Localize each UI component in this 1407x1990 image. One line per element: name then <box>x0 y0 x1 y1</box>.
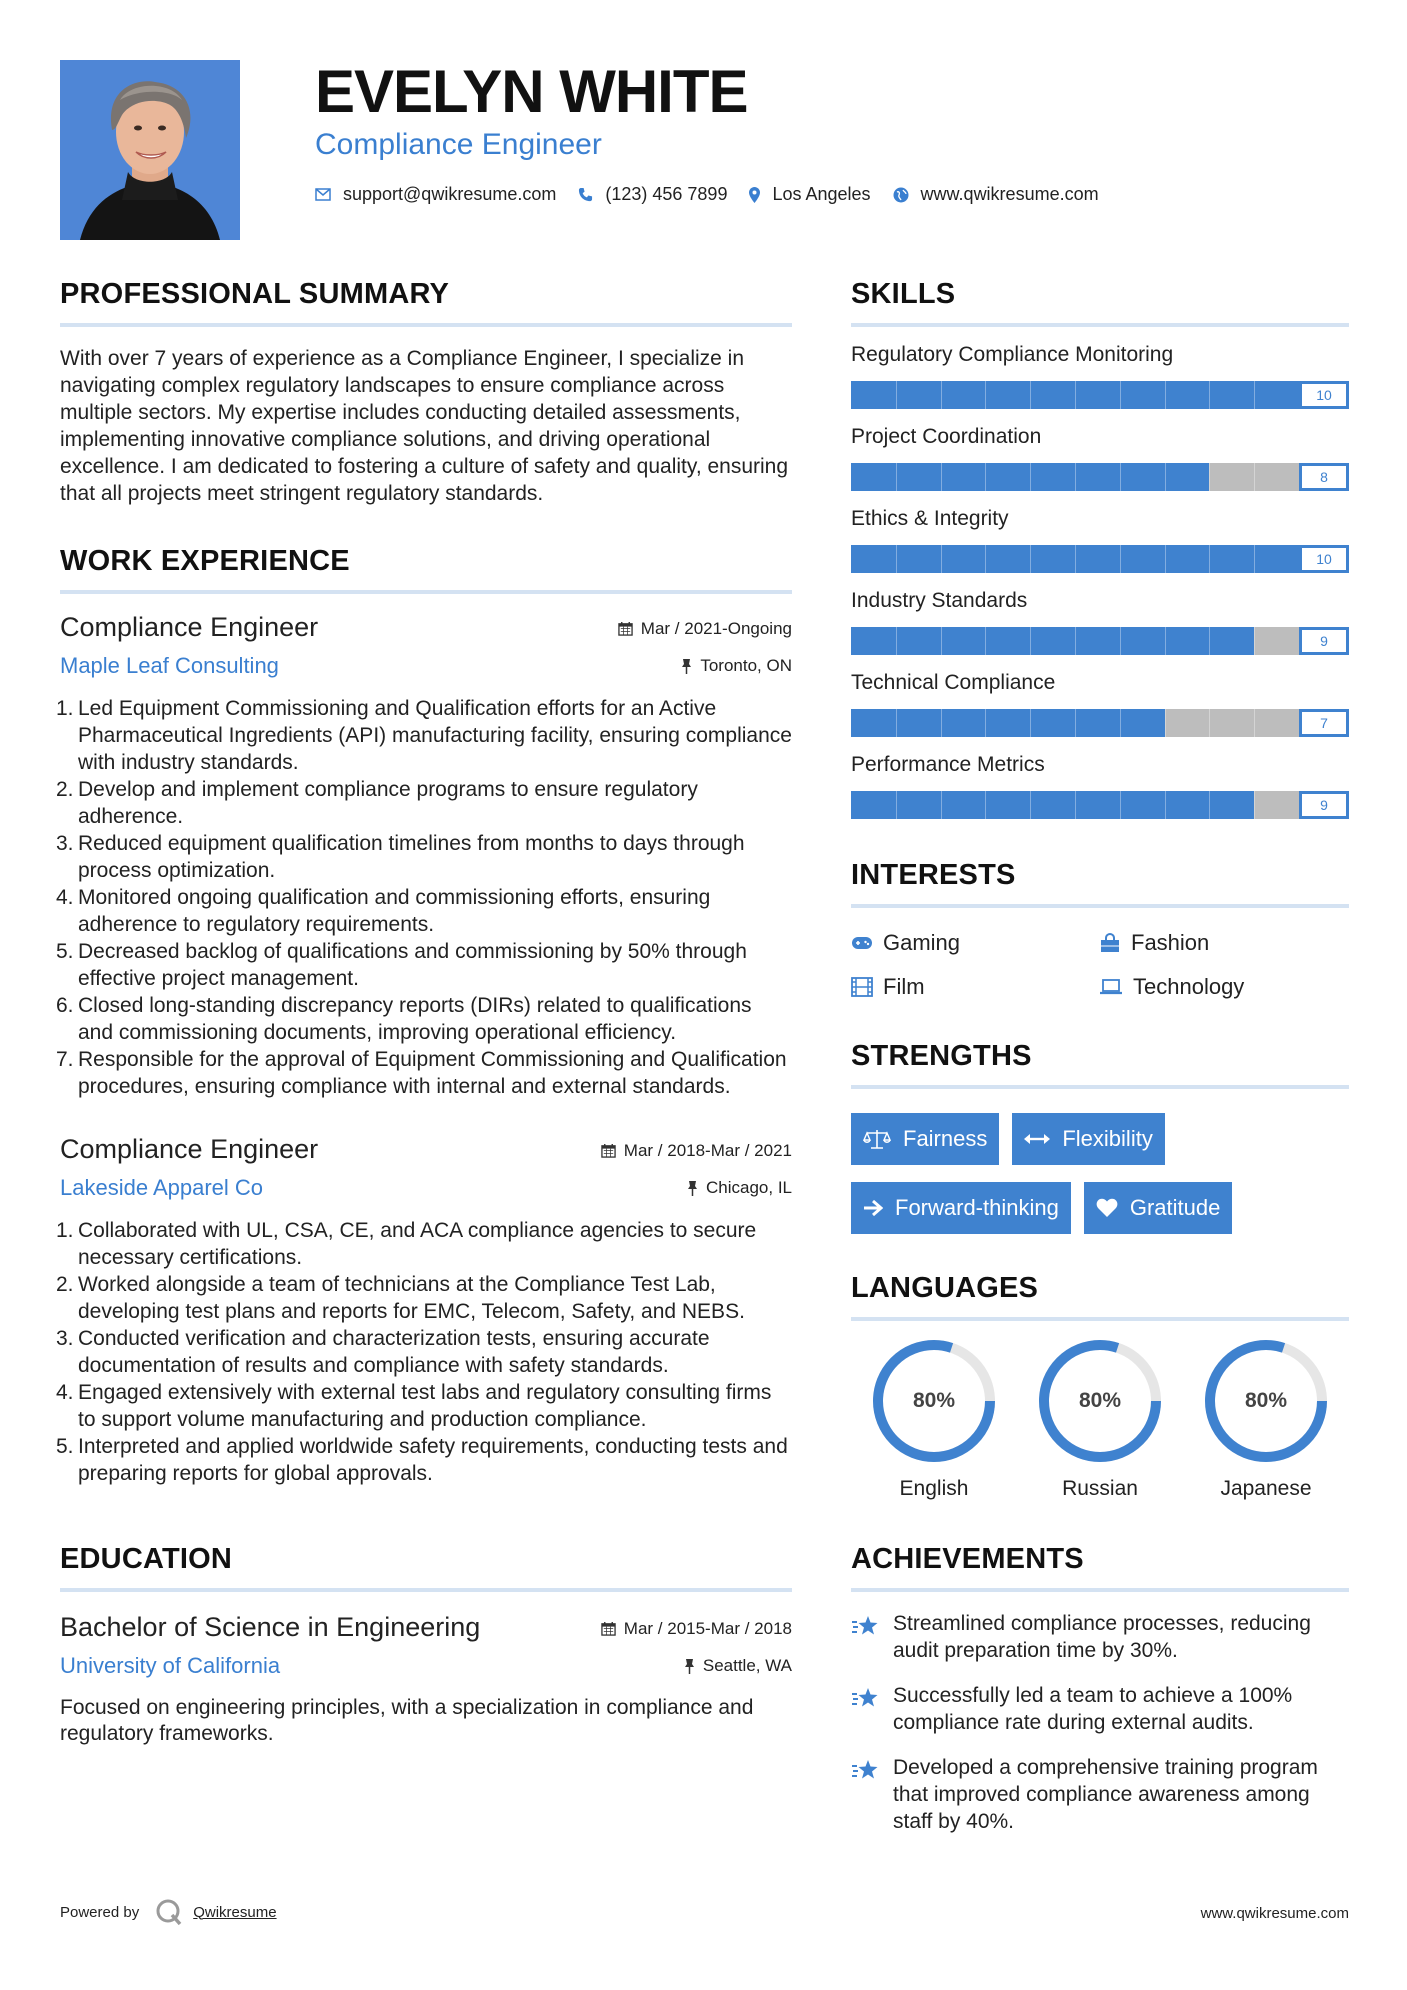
job-bullet <box>56 1433 792 1487</box>
job-bullet <box>56 830 792 884</box>
strengths-title: STRENGTHS <box>851 1040 1032 1072</box>
pushpin-icon <box>687 1180 698 1196</box>
skill-name: Performance Metrics <box>851 753 1045 776</box>
skill-level: 7 <box>1299 709 1349 737</box>
section-divider <box>60 323 792 327</box>
globe-icon <box>893 187 909 203</box>
bullet-number: 5. <box>56 1435 74 1458</box>
brand-link[interactable]: Qwikresume <box>193 1903 277 1921</box>
interest-label: Technology <box>1133 974 1245 999</box>
bullet-number: 3. <box>56 832 74 855</box>
star-badge-icon <box>851 1614 881 1640</box>
skill-bar-segment <box>1120 627 1121 655</box>
skill-bar-segment <box>1120 545 1121 573</box>
arrows-horizontal-icon <box>1024 1133 1050 1145</box>
skill-bar-segment <box>1075 627 1076 655</box>
company-name: Lakeside Apparel Co <box>60 1175 264 1200</box>
skill-bar-row <box>851 463 1349 491</box>
job-entry <box>56 1134 792 1487</box>
skill-bar-segment <box>1254 709 1255 737</box>
education-description: Focused on engineering principles, with a specialization in compliance and regulatory frameworks. <box>60 1696 754 1745</box>
bullet-text: Decreased backlog of qualifications and commissioning by 50% through effective project management. <box>78 940 747 990</box>
skill-name: Ethics & Integrity <box>851 507 1009 530</box>
school-name: University of California <box>60 1653 281 1678</box>
section-divider <box>851 1317 1349 1321</box>
skill-bar <box>851 381 1299 409</box>
skill-name: Project Coordination <box>851 425 1042 448</box>
job-header <box>60 1134 792 1165</box>
bullet-text: Monitored ongoing qualification and commissioning efforts, ensuring adherence to regulatory requirements. <box>78 886 711 936</box>
map-marker-icon <box>749 187 760 203</box>
job-bullet <box>56 938 792 992</box>
skill-bar <box>851 791 1299 819</box>
skill-name: Industry Standards <box>851 589 1028 612</box>
skill-bar-segment <box>1075 545 1076 573</box>
bullet-text: Develop and implement compliance programs to ensure regulatory adherence. <box>78 778 698 828</box>
skill-bar-segment <box>1254 463 1255 491</box>
skill-item <box>851 425 1349 491</box>
job-bullets <box>56 695 792 1100</box>
powered-by-text: Powered by <box>60 1903 140 1921</box>
language-ring <box>1204 1339 1328 1463</box>
skill-bar-segment <box>1030 709 1031 737</box>
job-bullet <box>56 695 792 776</box>
job-bullet <box>56 1217 792 1271</box>
skill-bar-segment <box>1209 545 1210 573</box>
education-entry <box>60 1612 792 1747</box>
job-bullet <box>56 1271 792 1325</box>
skill-bar <box>851 627 1299 655</box>
skill-bar-segment <box>1209 463 1210 491</box>
section-divider <box>60 590 792 594</box>
skill-bar-segment <box>1075 709 1076 737</box>
skill-bar-segment <box>1030 627 1031 655</box>
skill-bar-segment <box>1165 381 1166 409</box>
bullet-number: 3. <box>56 1327 74 1350</box>
achievement-list <box>851 1610 1349 1835</box>
job-bullet <box>56 884 792 938</box>
job-date <box>618 619 792 639</box>
skill-bar <box>851 709 1299 737</box>
interest-item-film <box>851 974 1099 1000</box>
language-item <box>1017 1339 1183 1501</box>
languages-section <box>851 1272 1349 1501</box>
skill-level: 9 <box>1299 627 1349 655</box>
bullet-text: Responsible for the approval of Equipment Commissioning and Qualification procedures, ensuring compliance with internal and external standards. <box>78 1048 787 1098</box>
skill-bar <box>851 545 1299 573</box>
job-location <box>681 656 792 676</box>
skill-bar-segment <box>1254 627 1255 655</box>
achievement-text: Developed a comprehensive training program that improved compliance awareness among staff by 40%. <box>893 1756 1318 1833</box>
skill-bar-segment <box>1030 545 1031 573</box>
skill-bar-segment <box>1120 381 1121 409</box>
skill-bar-segment <box>985 381 986 409</box>
star-badge-icon <box>851 1758 881 1784</box>
strength-chip-forward-thinking <box>851 1182 1071 1234</box>
skill-bar-segment <box>1165 791 1166 819</box>
bullet-number: 2. <box>56 1273 74 1296</box>
strength-label: Flexibility <box>1062 1126 1153 1151</box>
pushpin-icon <box>681 658 692 674</box>
calendar-icon <box>618 621 633 636</box>
education-location-text: Seattle, WA <box>702 1656 792 1675</box>
job-date-text: Mar / 2018-Mar / 2021 <box>623 1140 792 1160</box>
section-divider <box>851 1085 1349 1089</box>
achievement-item <box>851 1610 1349 1664</box>
job-location <box>687 1178 792 1198</box>
language-list <box>851 1339 1349 1501</box>
strength-chip-gratitude <box>1084 1182 1233 1234</box>
skill-bar-segment <box>1030 791 1031 819</box>
contact-location <box>749 184 870 205</box>
skill-bar-row <box>851 381 1349 409</box>
skill-item <box>851 671 1349 737</box>
interest-item-technology <box>1099 974 1347 1000</box>
experience-title: WORK EXPERIENCE <box>60 545 350 577</box>
profile-photo <box>60 60 240 240</box>
skill-bar-segment <box>941 627 942 655</box>
bullet-text: Led Equipment Commissioning and Qualification efforts for an Active Pharmaceutical Ingredients (API) manufacturing facility, ensuring compliance with industry standards. <box>78 697 792 774</box>
interest-label: Fashion <box>1131 930 1210 955</box>
company-name: Maple Leaf Consulting <box>60 653 279 678</box>
interest-grid <box>851 930 1349 1000</box>
interests-section <box>851 859 1349 1000</box>
language-percent: 80% <box>1244 1389 1288 1412</box>
job-bullet <box>56 1379 792 1433</box>
skill-bar-row <box>851 545 1349 573</box>
skill-list <box>851 343 1349 819</box>
skill-bar-segment <box>1209 627 1210 655</box>
summary-section <box>60 278 792 507</box>
shopping-bag-icon <box>1099 933 1121 953</box>
degree-title: Bachelor of Science in Engineering <box>60 1612 481 1642</box>
education-location <box>684 1656 792 1676</box>
skill-bar-segment <box>1120 709 1121 737</box>
skill-item <box>851 343 1349 409</box>
skill-bar-segment <box>1254 545 1255 573</box>
skill-bar-fill <box>851 791 1254 819</box>
skill-bar-segment <box>1075 463 1076 491</box>
skill-bar-segment <box>1209 381 1210 409</box>
summary-title: PROFESSIONAL SUMMARY <box>60 278 450 310</box>
bullet-number: 4. <box>56 1381 74 1404</box>
education-date-text: Mar / 2015-Mar / 2018 <box>623 1618 792 1638</box>
skill-bar <box>851 463 1299 491</box>
contact-phone[interactable] <box>578 184 727 205</box>
skill-bar-segment <box>1120 791 1121 819</box>
achievements-section <box>851 1543 1349 1835</box>
skill-bar-fill <box>851 709 1165 737</box>
strengths-section <box>851 1040 1349 1234</box>
laptop-icon <box>1099 979 1123 995</box>
skill-item <box>851 589 1349 655</box>
bullet-text: Worked alongside a team of technicians at the Compliance Test Lab, developing test plans and reports for EMC, Telecom, Safety, and NEBS. <box>78 1273 745 1323</box>
bullet-number: 1. <box>56 1219 74 1242</box>
bullet-text: Reduced equipment qualification timelines from months to days through process optimization. <box>78 832 745 882</box>
strength-label: Forward-thinking <box>895 1195 1059 1220</box>
job-subheader <box>60 653 792 679</box>
qwikresume-logo-icon <box>155 1898 183 1926</box>
language-percent: 80% <box>912 1389 956 1412</box>
left-column <box>56 278 792 1747</box>
language-name: Russian <box>1062 1477 1138 1500</box>
strength-chip-flexibility <box>1012 1113 1164 1165</box>
balance-scale-icon <box>863 1128 891 1150</box>
language-name: English <box>899 1477 969 1500</box>
achievements-title: ACHIEVEMENTS <box>851 1543 1084 1575</box>
skill-bar-segment <box>1165 463 1166 491</box>
skill-item <box>851 507 1349 573</box>
skill-bar-segment <box>1165 545 1166 573</box>
bullet-text: Conducted verification and characterization tests, ensuring accurate documentation of results and compliance with safety standards. <box>78 1327 710 1377</box>
strength-list <box>851 1113 1349 1234</box>
job-title: Compliance Engineer <box>60 1134 319 1164</box>
skill-bar-segment <box>896 791 897 819</box>
job-date-text: Mar / 2021-Ongoing <box>640 618 792 638</box>
language-name: Japanese <box>1220 1477 1312 1500</box>
heart-icon <box>1096 1198 1118 1218</box>
language-item <box>1183 1339 1349 1501</box>
footer-website[interactable]: www.qwikresume.com <box>1200 1905 1349 1922</box>
job-date <box>601 1141 792 1161</box>
job-bullet <box>56 1046 792 1100</box>
skill-level: 10 <box>1299 545 1349 573</box>
achievement-item <box>851 1754 1349 1835</box>
education-date <box>601 1619 792 1639</box>
interest-label: Film <box>883 974 925 999</box>
job-location-text: Toronto, ON <box>700 656 792 675</box>
bullet-number: 5. <box>56 940 74 963</box>
skill-bar-segment <box>941 791 942 819</box>
language-ring <box>872 1339 996 1463</box>
calendar-icon <box>601 1621 616 1636</box>
skill-level: 9 <box>1299 791 1349 819</box>
contact-website[interactable] <box>893 184 1099 205</box>
right-column <box>851 278 1349 1835</box>
envelope-icon <box>315 188 331 201</box>
skill-bar-segment <box>1165 627 1166 655</box>
film-icon <box>851 977 873 997</box>
job-bullet <box>56 776 792 830</box>
location-text: Los Angeles <box>772 184 871 204</box>
interest-item-gaming <box>851 930 1099 956</box>
skill-bar-segment <box>1254 791 1255 819</box>
skill-bar-segment <box>941 545 942 573</box>
skill-bar-segment <box>941 381 942 409</box>
calendar-icon <box>601 1143 616 1158</box>
skill-level: 10 <box>1299 381 1349 409</box>
skill-bar-row <box>851 791 1349 819</box>
job-header <box>60 612 792 643</box>
skill-bar-segment <box>985 709 986 737</box>
phone-text: (123) 456 7899 <box>605 184 728 204</box>
bullet-number: 2. <box>56 778 74 801</box>
header <box>315 58 1355 205</box>
skill-bar-segment <box>1120 463 1121 491</box>
gamepad-icon <box>851 936 873 950</box>
skill-bar-segment <box>1075 791 1076 819</box>
section-divider <box>851 1588 1349 1592</box>
bullet-number: 6. <box>56 994 74 1017</box>
skill-bar-segment <box>896 545 897 573</box>
experience-section <box>56 545 792 1487</box>
arrow-right-icon <box>863 1199 883 1217</box>
website-text: www.qwikresume.com <box>920 184 1099 204</box>
skill-bar-segment <box>985 463 986 491</box>
skill-bar-segment <box>1165 709 1166 737</box>
education-title: EDUCATION <box>60 1543 233 1575</box>
strength-label: Fairness <box>903 1126 988 1151</box>
skill-bar-row <box>851 627 1349 655</box>
skill-bar-segment <box>896 709 897 737</box>
job-list <box>56 612 792 1487</box>
job-subheader <box>60 1175 792 1201</box>
job-location-text: Chicago, IL <box>706 1178 792 1197</box>
skill-bar-segment <box>896 463 897 491</box>
bullet-number: 7. <box>56 1048 74 1071</box>
bullet-text: Collaborated with UL, CSA, CE, and ACA compliance agencies to secure necessary certifications. <box>78 1219 757 1269</box>
footer-powered <box>60 1898 277 1926</box>
achievement-text: Streamlined compliance processes, reducing audit preparation time by 30%. <box>893 1612 1311 1662</box>
section-divider <box>851 323 1349 327</box>
skill-bar-segment <box>985 627 986 655</box>
language-ring <box>1038 1339 1162 1463</box>
skill-item <box>851 753 1349 819</box>
job-bullet <box>56 992 792 1046</box>
skill-bar-segment <box>1075 381 1076 409</box>
skill-bar-segment <box>896 627 897 655</box>
skills-title: SKILLS <box>851 278 956 310</box>
section-divider <box>851 904 1349 908</box>
bullet-number: 1. <box>56 697 74 720</box>
bullet-number: 4. <box>56 886 74 909</box>
skill-bar-segment <box>896 381 897 409</box>
language-item <box>851 1339 1017 1501</box>
candidate-name: EVELYN WHITE <box>315 58 748 125</box>
section-divider <box>60 1588 792 1592</box>
skill-name: Technical Compliance <box>851 671 1056 694</box>
skill-bar-segment <box>1254 381 1255 409</box>
candidate-role: Compliance Engineer <box>315 128 602 161</box>
skill-bar-row <box>851 709 1349 737</box>
skill-bar-segment <box>1209 709 1210 737</box>
achievement-text: Successfully led a team to achieve a 100% compliance rate during external audits. <box>893 1684 1293 1734</box>
contact-email[interactable] <box>315 184 556 205</box>
skill-name: Regulatory Compliance Monitoring <box>851 343 1174 366</box>
job-entry <box>56 612 792 1100</box>
phone-icon <box>578 187 593 202</box>
interests-title: INTERESTS <box>851 859 1016 891</box>
skill-bar-segment <box>941 463 942 491</box>
interest-item-fashion <box>1099 930 1347 956</box>
strength-label: Gratitude <box>1129 1195 1221 1220</box>
job-bullet <box>56 1325 792 1379</box>
skill-bar-segment <box>985 545 986 573</box>
languages-title: LANGUAGES <box>851 1272 1039 1304</box>
education-section <box>60 1543 792 1747</box>
skill-bar-segment <box>1030 463 1031 491</box>
skills-section <box>851 278 1349 819</box>
skill-bar-fill <box>851 627 1254 655</box>
language-percent: 80% <box>1078 1389 1122 1412</box>
skill-bar-segment <box>1030 381 1031 409</box>
email-text: support@qwikresume.com <box>343 184 557 204</box>
star-badge-icon <box>851 1686 881 1712</box>
bullet-text: Engaged extensively with external test labs and regulatory consulting firms to support volume manufacturing and production compliance. <box>78 1381 772 1431</box>
job-title: Compliance Engineer <box>60 612 319 642</box>
pushpin-icon <box>684 1658 695 1674</box>
skill-bar-segment <box>1209 791 1210 819</box>
job-bullets <box>56 1217 792 1487</box>
contact-row <box>315 184 1355 205</box>
skill-bar-segment <box>941 709 942 737</box>
achievement-item <box>851 1682 1349 1736</box>
portrait-image <box>60 60 240 240</box>
interest-label: Gaming <box>883 930 961 955</box>
bullet-text: Interpreted and applied worldwide safety requirements, conducting tests and preparing reports for global approvals. <box>78 1435 788 1485</box>
strength-chip-fairness <box>851 1113 999 1165</box>
summary-text: With over 7 years of experience as a Compliance Engineer, I specialize in navigating complex regulatory landscapes to ensure compliance across multiple sectors. My expertise includes conducting detailed assessments, implementing innovative compliance solutions, and driving operational excellence. I am dedicated to fostering a culture of safety and quality, ensuring that all projects meet stringent regulatory standards. <box>60 347 789 505</box>
skill-level: 8 <box>1299 463 1349 491</box>
skill-bar-segment <box>985 791 986 819</box>
bullet-text: Closed long-standing discrepancy reports (DIRs) related to qualifications and commissioning documents, improving operational efficiency. <box>78 994 752 1044</box>
